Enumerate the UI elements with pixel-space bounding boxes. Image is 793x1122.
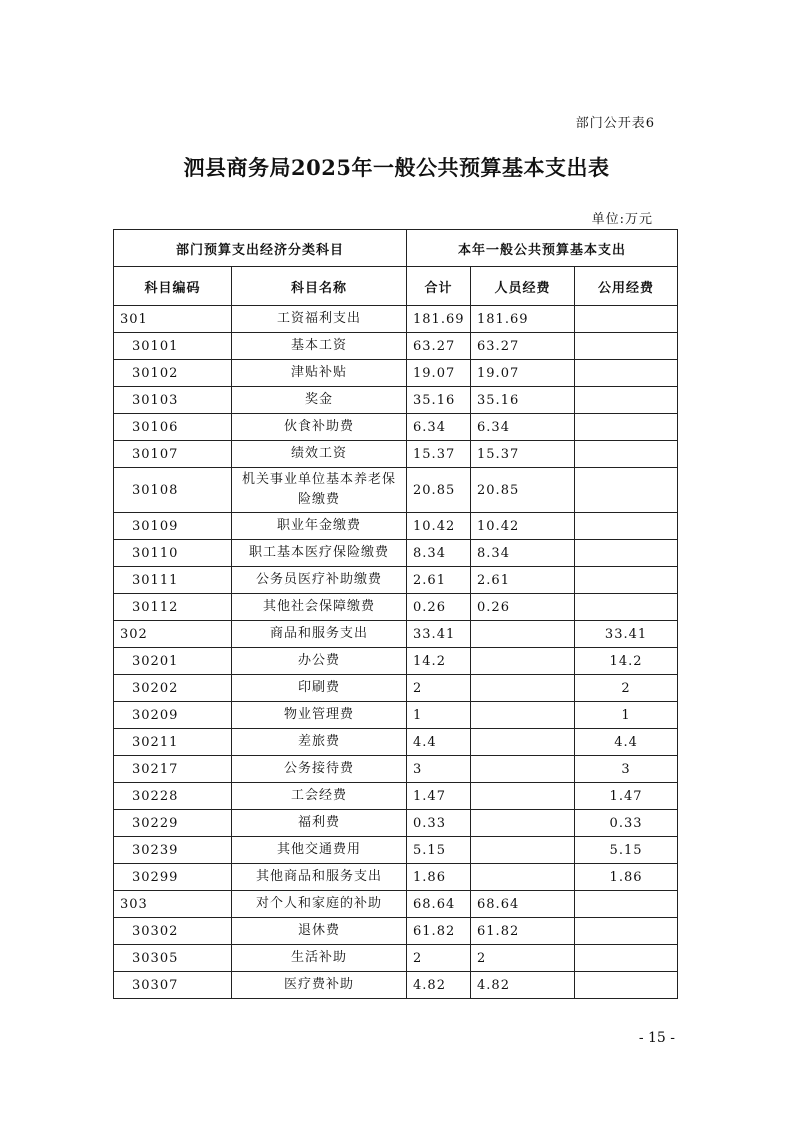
- cell-name: 绩效工资: [232, 441, 407, 468]
- table-row: [114, 567, 678, 594]
- cell-public: 14.2: [575, 648, 678, 675]
- cell-public: [575, 306, 678, 333]
- cell-name: 对个人和家庭的补助: [232, 891, 407, 918]
- cell-code: 30217: [114, 756, 232, 783]
- cell-public: [575, 414, 678, 441]
- cell-total: 1.86: [407, 864, 471, 891]
- cell-code: 30112: [114, 594, 232, 621]
- cell-public: 3: [575, 756, 678, 783]
- cell-total: 6.34: [407, 414, 471, 441]
- cell-name: 福利费: [232, 810, 407, 837]
- cell-code: 30101: [114, 333, 232, 360]
- cell-name: 工资福利支出: [232, 306, 407, 333]
- table-row: [114, 675, 678, 702]
- cell-total: 1.47: [407, 783, 471, 810]
- cell-personnel: [471, 621, 575, 648]
- table-row: [114, 333, 678, 360]
- cell-name: 医疗费补助: [232, 972, 407, 999]
- cell-total: 2: [407, 945, 471, 972]
- cell-total: 5.15: [407, 837, 471, 864]
- cell-code: 30107: [114, 441, 232, 468]
- cell-code: 30102: [114, 360, 232, 387]
- cell-code: 302: [114, 621, 232, 648]
- table-row: [114, 468, 678, 513]
- cell-code: 30299: [114, 864, 232, 891]
- table-row: [114, 945, 678, 972]
- form-number: 部门公开表6: [575, 116, 655, 131]
- column-header-total: 合计: [407, 267, 471, 306]
- cell-name: 奖金: [232, 387, 407, 414]
- cell-code: 30229: [114, 810, 232, 837]
- cell-public: [575, 468, 678, 513]
- cell-public: 5.15: [575, 837, 678, 864]
- cell-code: 30111: [114, 567, 232, 594]
- cell-total: 2: [407, 675, 471, 702]
- cell-personnel: [471, 837, 575, 864]
- table-row: [114, 864, 678, 891]
- cell-code: 30305: [114, 945, 232, 972]
- cell-name: 公务接待费: [232, 756, 407, 783]
- cell-name: 商品和服务支出: [232, 621, 407, 648]
- cell-code: 30109: [114, 513, 232, 540]
- cell-personnel: 2: [471, 945, 575, 972]
- cell-name: 差旅费: [232, 729, 407, 756]
- cell-total: 68.64: [407, 891, 471, 918]
- cell-public: 1: [575, 702, 678, 729]
- table-row: [114, 783, 678, 810]
- cell-code: 30211: [114, 729, 232, 756]
- cell-personnel: 19.07: [471, 360, 575, 387]
- cell-total: 4.82: [407, 972, 471, 999]
- cell-personnel: 68.64: [471, 891, 575, 918]
- table-row: [114, 648, 678, 675]
- cell-total: 63.27: [407, 333, 471, 360]
- cell-personnel: [471, 729, 575, 756]
- cell-public: [575, 567, 678, 594]
- cell-personnel: [471, 702, 575, 729]
- cell-personnel: 6.34: [471, 414, 575, 441]
- table-row: [114, 810, 678, 837]
- cell-total: 8.34: [407, 540, 471, 567]
- cell-total: 20.85: [407, 468, 471, 513]
- cell-personnel: 8.34: [471, 540, 575, 567]
- cell-code: 30108: [114, 468, 232, 513]
- cell-name: 其他社会保障缴费: [232, 594, 407, 621]
- cell-public: 0.33: [575, 810, 678, 837]
- cell-public: [575, 594, 678, 621]
- table-row: [114, 918, 678, 945]
- table-row: [114, 621, 678, 648]
- budget-table: [113, 229, 678, 999]
- cell-name: 公务员医疗补助缴费: [232, 567, 407, 594]
- cell-personnel: [471, 648, 575, 675]
- cell-personnel: 181.69: [471, 306, 575, 333]
- unit-label: 单位:万元: [591, 212, 653, 227]
- cell-personnel: 20.85: [471, 468, 575, 513]
- cell-code: 30202: [114, 675, 232, 702]
- header-group-basic-expenditure: 本年一般公共预算基本支出: [407, 230, 678, 267]
- table-group-header-row: [114, 230, 678, 267]
- column-header-personnel: 人员经费: [471, 267, 575, 306]
- cell-total: 15.37: [407, 441, 471, 468]
- cell-public: [575, 513, 678, 540]
- cell-name: 伙食补助费: [232, 414, 407, 441]
- cell-code: 30239: [114, 837, 232, 864]
- cell-name: 工会经费: [232, 783, 407, 810]
- table-row: [114, 414, 678, 441]
- cell-code: 30106: [114, 414, 232, 441]
- column-header-name: 科目名称: [232, 267, 407, 306]
- cell-public: [575, 333, 678, 360]
- cell-total: 14.2: [407, 648, 471, 675]
- cell-name: 其他交通费用: [232, 837, 407, 864]
- cell-code: 30302: [114, 918, 232, 945]
- cell-name: 职业年金缴费: [232, 513, 407, 540]
- cell-public: 1.86: [575, 864, 678, 891]
- cell-public: 4.4: [575, 729, 678, 756]
- cell-public: 1.47: [575, 783, 678, 810]
- cell-total: 0.33: [407, 810, 471, 837]
- table-row: [114, 972, 678, 999]
- cell-code: 30103: [114, 387, 232, 414]
- cell-personnel: [471, 675, 575, 702]
- cell-code: 303: [114, 891, 232, 918]
- table-row: [114, 441, 678, 468]
- table-row: [114, 891, 678, 918]
- table-row: [114, 594, 678, 621]
- cell-code: 30209: [114, 702, 232, 729]
- cell-public: 33.41: [575, 621, 678, 648]
- cell-total: 2.61: [407, 567, 471, 594]
- table-row: [114, 360, 678, 387]
- cell-name: 职工基本医疗保险缴费: [232, 540, 407, 567]
- cell-name: 津贴补贴: [232, 360, 407, 387]
- cell-code: 30228: [114, 783, 232, 810]
- cell-code: 30201: [114, 648, 232, 675]
- cell-total: 3: [407, 756, 471, 783]
- cell-total: 19.07: [407, 360, 471, 387]
- table-row: [114, 513, 678, 540]
- column-header-code: 科目编码: [114, 267, 232, 306]
- cell-public: [575, 945, 678, 972]
- cell-public: [575, 360, 678, 387]
- table-row: [114, 540, 678, 567]
- page-number: - 15 -: [638, 1030, 675, 1046]
- table-column-header-row: [114, 267, 678, 306]
- cell-public: [575, 540, 678, 567]
- table-row: [114, 837, 678, 864]
- cell-total: 4.4: [407, 729, 471, 756]
- cell-personnel: 4.82: [471, 972, 575, 999]
- cell-name: 机关事业单位基本养老保险缴费: [232, 468, 407, 513]
- cell-personnel: [471, 864, 575, 891]
- cell-personnel: 2.61: [471, 567, 575, 594]
- cell-code: 301: [114, 306, 232, 333]
- cell-name: 其他商品和服务支出: [232, 864, 407, 891]
- cell-personnel: [471, 783, 575, 810]
- cell-public: 2: [575, 675, 678, 702]
- table-row: [114, 702, 678, 729]
- cell-personnel: 0.26: [471, 594, 575, 621]
- cell-public: [575, 918, 678, 945]
- cell-total: 1: [407, 702, 471, 729]
- cell-personnel: 10.42: [471, 513, 575, 540]
- cell-public: [575, 891, 678, 918]
- cell-total: 33.41: [407, 621, 471, 648]
- cell-personnel: 63.27: [471, 333, 575, 360]
- cell-total: 61.82: [407, 918, 471, 945]
- cell-name: 办公费: [232, 648, 407, 675]
- cell-total: 35.16: [407, 387, 471, 414]
- cell-code: 30307: [114, 972, 232, 999]
- column-header-public: 公用经费: [575, 267, 678, 306]
- cell-name: 物业管理费: [232, 702, 407, 729]
- cell-personnel: [471, 810, 575, 837]
- cell-public: [575, 387, 678, 414]
- cell-public: [575, 441, 678, 468]
- table-row: [114, 729, 678, 756]
- table-row: [114, 756, 678, 783]
- table-row: [114, 387, 678, 414]
- cell-name: 基本工资: [232, 333, 407, 360]
- cell-personnel: 35.16: [471, 387, 575, 414]
- page-title: 泗县商务局2025年一般公共预算基本支出表: [183, 155, 610, 180]
- cell-name: 印刷费: [232, 675, 407, 702]
- cell-total: 10.42: [407, 513, 471, 540]
- cell-name: 生活补助: [232, 945, 407, 972]
- cell-personnel: 61.82: [471, 918, 575, 945]
- cell-personnel: [471, 756, 575, 783]
- cell-name: 退休费: [232, 918, 407, 945]
- cell-personnel: 15.37: [471, 441, 575, 468]
- cell-total: 0.26: [407, 594, 471, 621]
- cell-total: 181.69: [407, 306, 471, 333]
- table-row: [114, 306, 678, 333]
- header-group-classification: 部门预算支出经济分类科目: [114, 230, 407, 267]
- cell-public: [575, 972, 678, 999]
- cell-code: 30110: [114, 540, 232, 567]
